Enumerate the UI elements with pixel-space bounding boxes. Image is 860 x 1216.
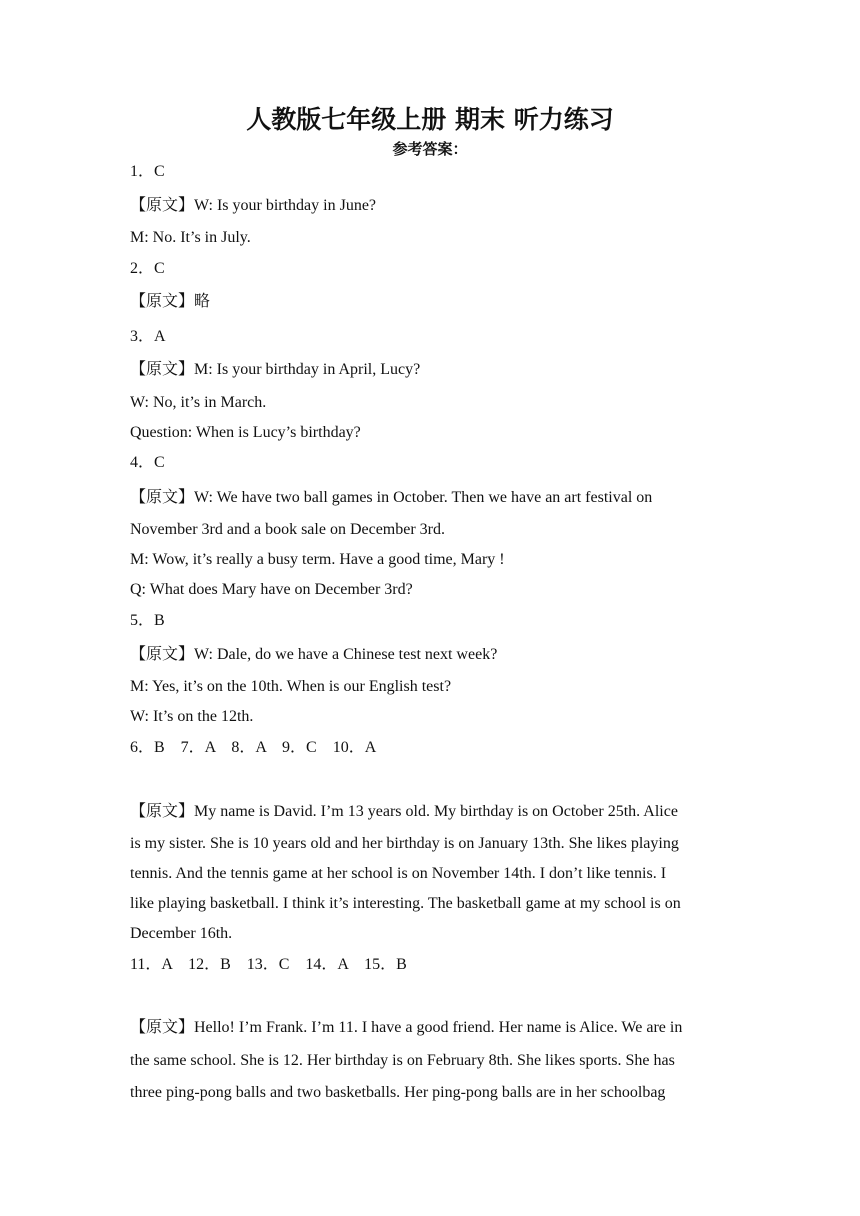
answer-line: 3．A bbox=[130, 328, 166, 345]
answer-line: 11．A 12．B 13．C 14．A 15．B bbox=[130, 956, 407, 973]
transcript-line: M: No. It’s in July. bbox=[130, 229, 251, 246]
answer-line: 1．C bbox=[130, 163, 165, 180]
transcript-line: Question: When is Lucy’s birthday? bbox=[130, 424, 361, 441]
transcript-line: 【原文】W: Is your birthday in June? bbox=[130, 197, 377, 214]
transcript-line: W: It’s on the 12th. bbox=[130, 708, 254, 725]
answer-key-heading: 参考答案： bbox=[392, 140, 468, 158]
transcript-line: is my sister. She is 10 years old and her birthday is on January 13th. She likes playing bbox=[130, 835, 679, 852]
transcript-line: 【原文】My name is David. I’m 13 years old. My birthday is on October 25th. Alice bbox=[130, 803, 678, 820]
answer-line: 6．B 7．A 8．A 9．C 10．A bbox=[130, 739, 377, 756]
answer-line: 2．C bbox=[130, 260, 165, 277]
transcript-line: November 3rd and a book sale on December 3rd. bbox=[130, 521, 445, 538]
answer-line: 4．C bbox=[130, 454, 165, 471]
transcript-line: W: No, it’s in March. bbox=[130, 394, 267, 411]
transcript-line: three ping-pong balls and two basketballs. Her ping-pong balls are in her schoolbag bbox=[130, 1084, 666, 1101]
transcript-line: the same school. She is 12. Her birthday is on February 8th. She likes sports. She has bbox=[130, 1052, 675, 1069]
transcript-line: 【原文】略 bbox=[130, 293, 211, 310]
transcript-line: 【原文】W: Dale, do we have a Chinese test next week? bbox=[130, 646, 498, 663]
transcript-line: 【原文】W: We have two ball games in October. Then we have an art festival on bbox=[130, 489, 653, 506]
transcript-line: 【原文】Hello! I’m Frank. I’m 11. I have a good friend. Her name is Alice. We are in bbox=[130, 1019, 683, 1036]
transcript-line: 【原文】M: Is your birthday in April, Lucy? bbox=[130, 361, 421, 378]
transcript-line: M: Yes, it’s on the 10th. When is our English test? bbox=[130, 678, 452, 695]
document-title: 人教版七年级上册 期末 听力练习 bbox=[246, 105, 614, 134]
transcript-line: tennis. And the tennis game at her school is on November 14th. I don’t like tennis. I bbox=[130, 865, 667, 882]
transcript-line: like playing basketball. I think it’s interesting. The basketball game at my school is on bbox=[130, 895, 681, 912]
transcript-line: M: Wow, it’s really a busy term. Have a good time, Mary ! bbox=[130, 551, 505, 568]
transcript-line: December 16th. bbox=[130, 925, 233, 942]
transcript-line: Q: What does Mary have on December 3rd? bbox=[130, 581, 413, 598]
answer-line: 5．B bbox=[130, 612, 165, 629]
